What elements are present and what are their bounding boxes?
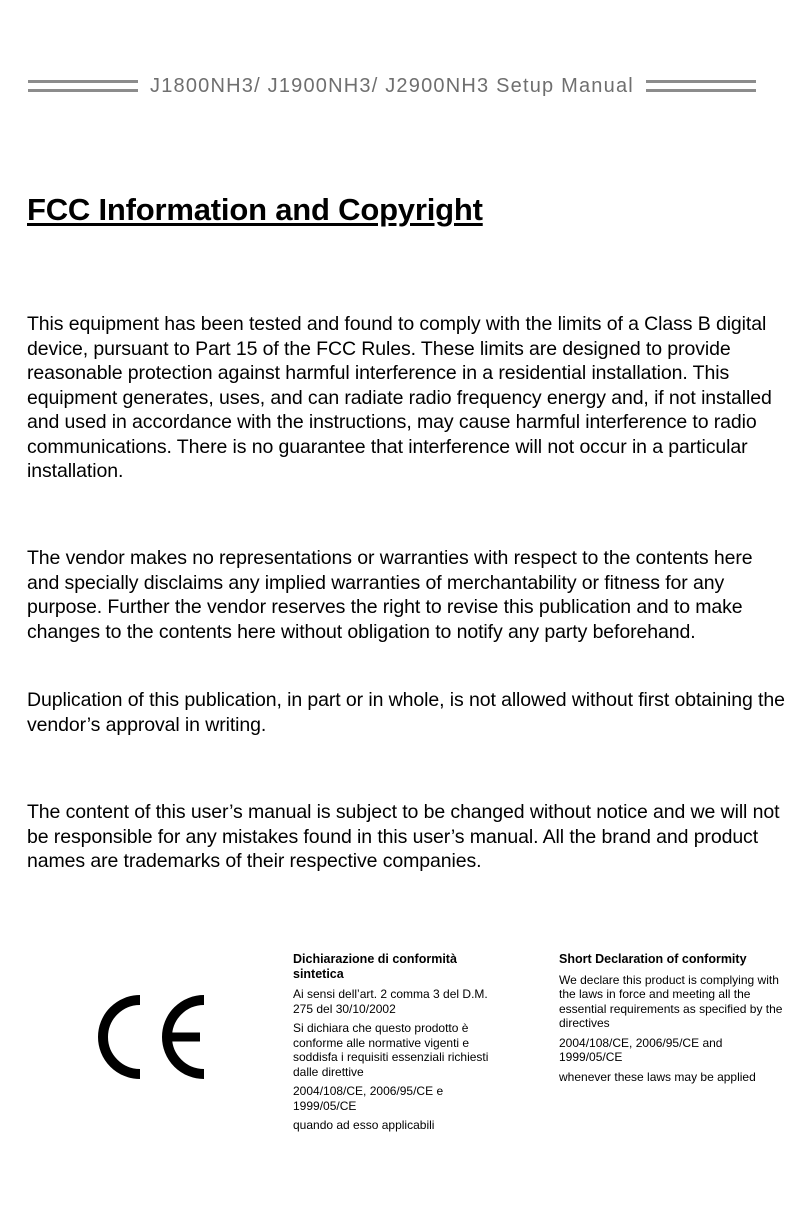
warranty-paragraph: The vendor makes no representations or warranties with respect to the contents here and specially disclaims any implied warranties of merchantability or fitness for any purpose. Further the vendor reserves the right to revise this publication and to make changes to the contents here without obligation to notify any party beforehand. xyxy=(27,547,753,643)
duplication-paragraph: Duplication of this publication, in part or in whole, is not allowed without first obtaining the vendor’s approval in writing. xyxy=(27,689,785,736)
english-declaration xyxy=(559,952,785,1089)
header-title: J1800NH3/ J1900NH3/ J2900NH3 Setup Manual xyxy=(150,74,634,97)
header-rule-right xyxy=(646,80,756,92)
english-declaration-line: We declare this product is complying with the laws in force and meeting all the essential requirements as specified by the directives xyxy=(559,972,783,1030)
italian-declaration-line: Ai sensi dell’art. 2 comma 3 del D.M. 275 del 30/10/2002 xyxy=(293,987,488,1016)
content-paragraph: The content of this user’s manual is subject to be changed without notice and we will not be responsible for any mistakes found in this user’s manual. All the brand and product names are trademarks of their respective companies. xyxy=(27,801,780,872)
english-declaration-line: 2004/108/CE, 2006/95/CE and 1999/05/CE xyxy=(559,1035,723,1064)
page-header xyxy=(28,72,780,100)
italian-declaration-line: Si dichiara che questo prodotto è conforme alle normative vigenti e soddisfa i requisiti essenziali richiesti dalle direttive xyxy=(293,1021,489,1079)
italian-declaration-line: quando ad esso applicabili xyxy=(293,1118,435,1132)
header-rule-left xyxy=(28,80,138,92)
english-declaration-line: whenever these laws may be applied xyxy=(559,1069,756,1084)
fcc-paragraph: This equipment has been tested and found to comply with the limits of a Class B digital device, pursuant to Part 15 of the FCC Rules. These limits are designed to provide reasonable protection against harmful interference in a residential installation. This equipment generates, uses, and can radiate radio frequency energy and, if not installed and used in accordance with the instructions, may cause harmful interference to radio communications. There is no guarantee that interference will not occur in a particular installation. xyxy=(27,313,772,482)
italian-declaration-title: Dichiarazione di conformità sintetica xyxy=(293,952,457,981)
italian-declaration-line: 2004/108/CE, 2006/95/CE e 1999/05/CE xyxy=(293,1084,444,1113)
english-declaration-title: Short Declaration of conformity xyxy=(559,952,747,966)
ce-mark-icon xyxy=(84,994,208,1080)
page-title: FCC Information and Copyright xyxy=(27,192,483,227)
italian-declaration xyxy=(293,952,508,1138)
